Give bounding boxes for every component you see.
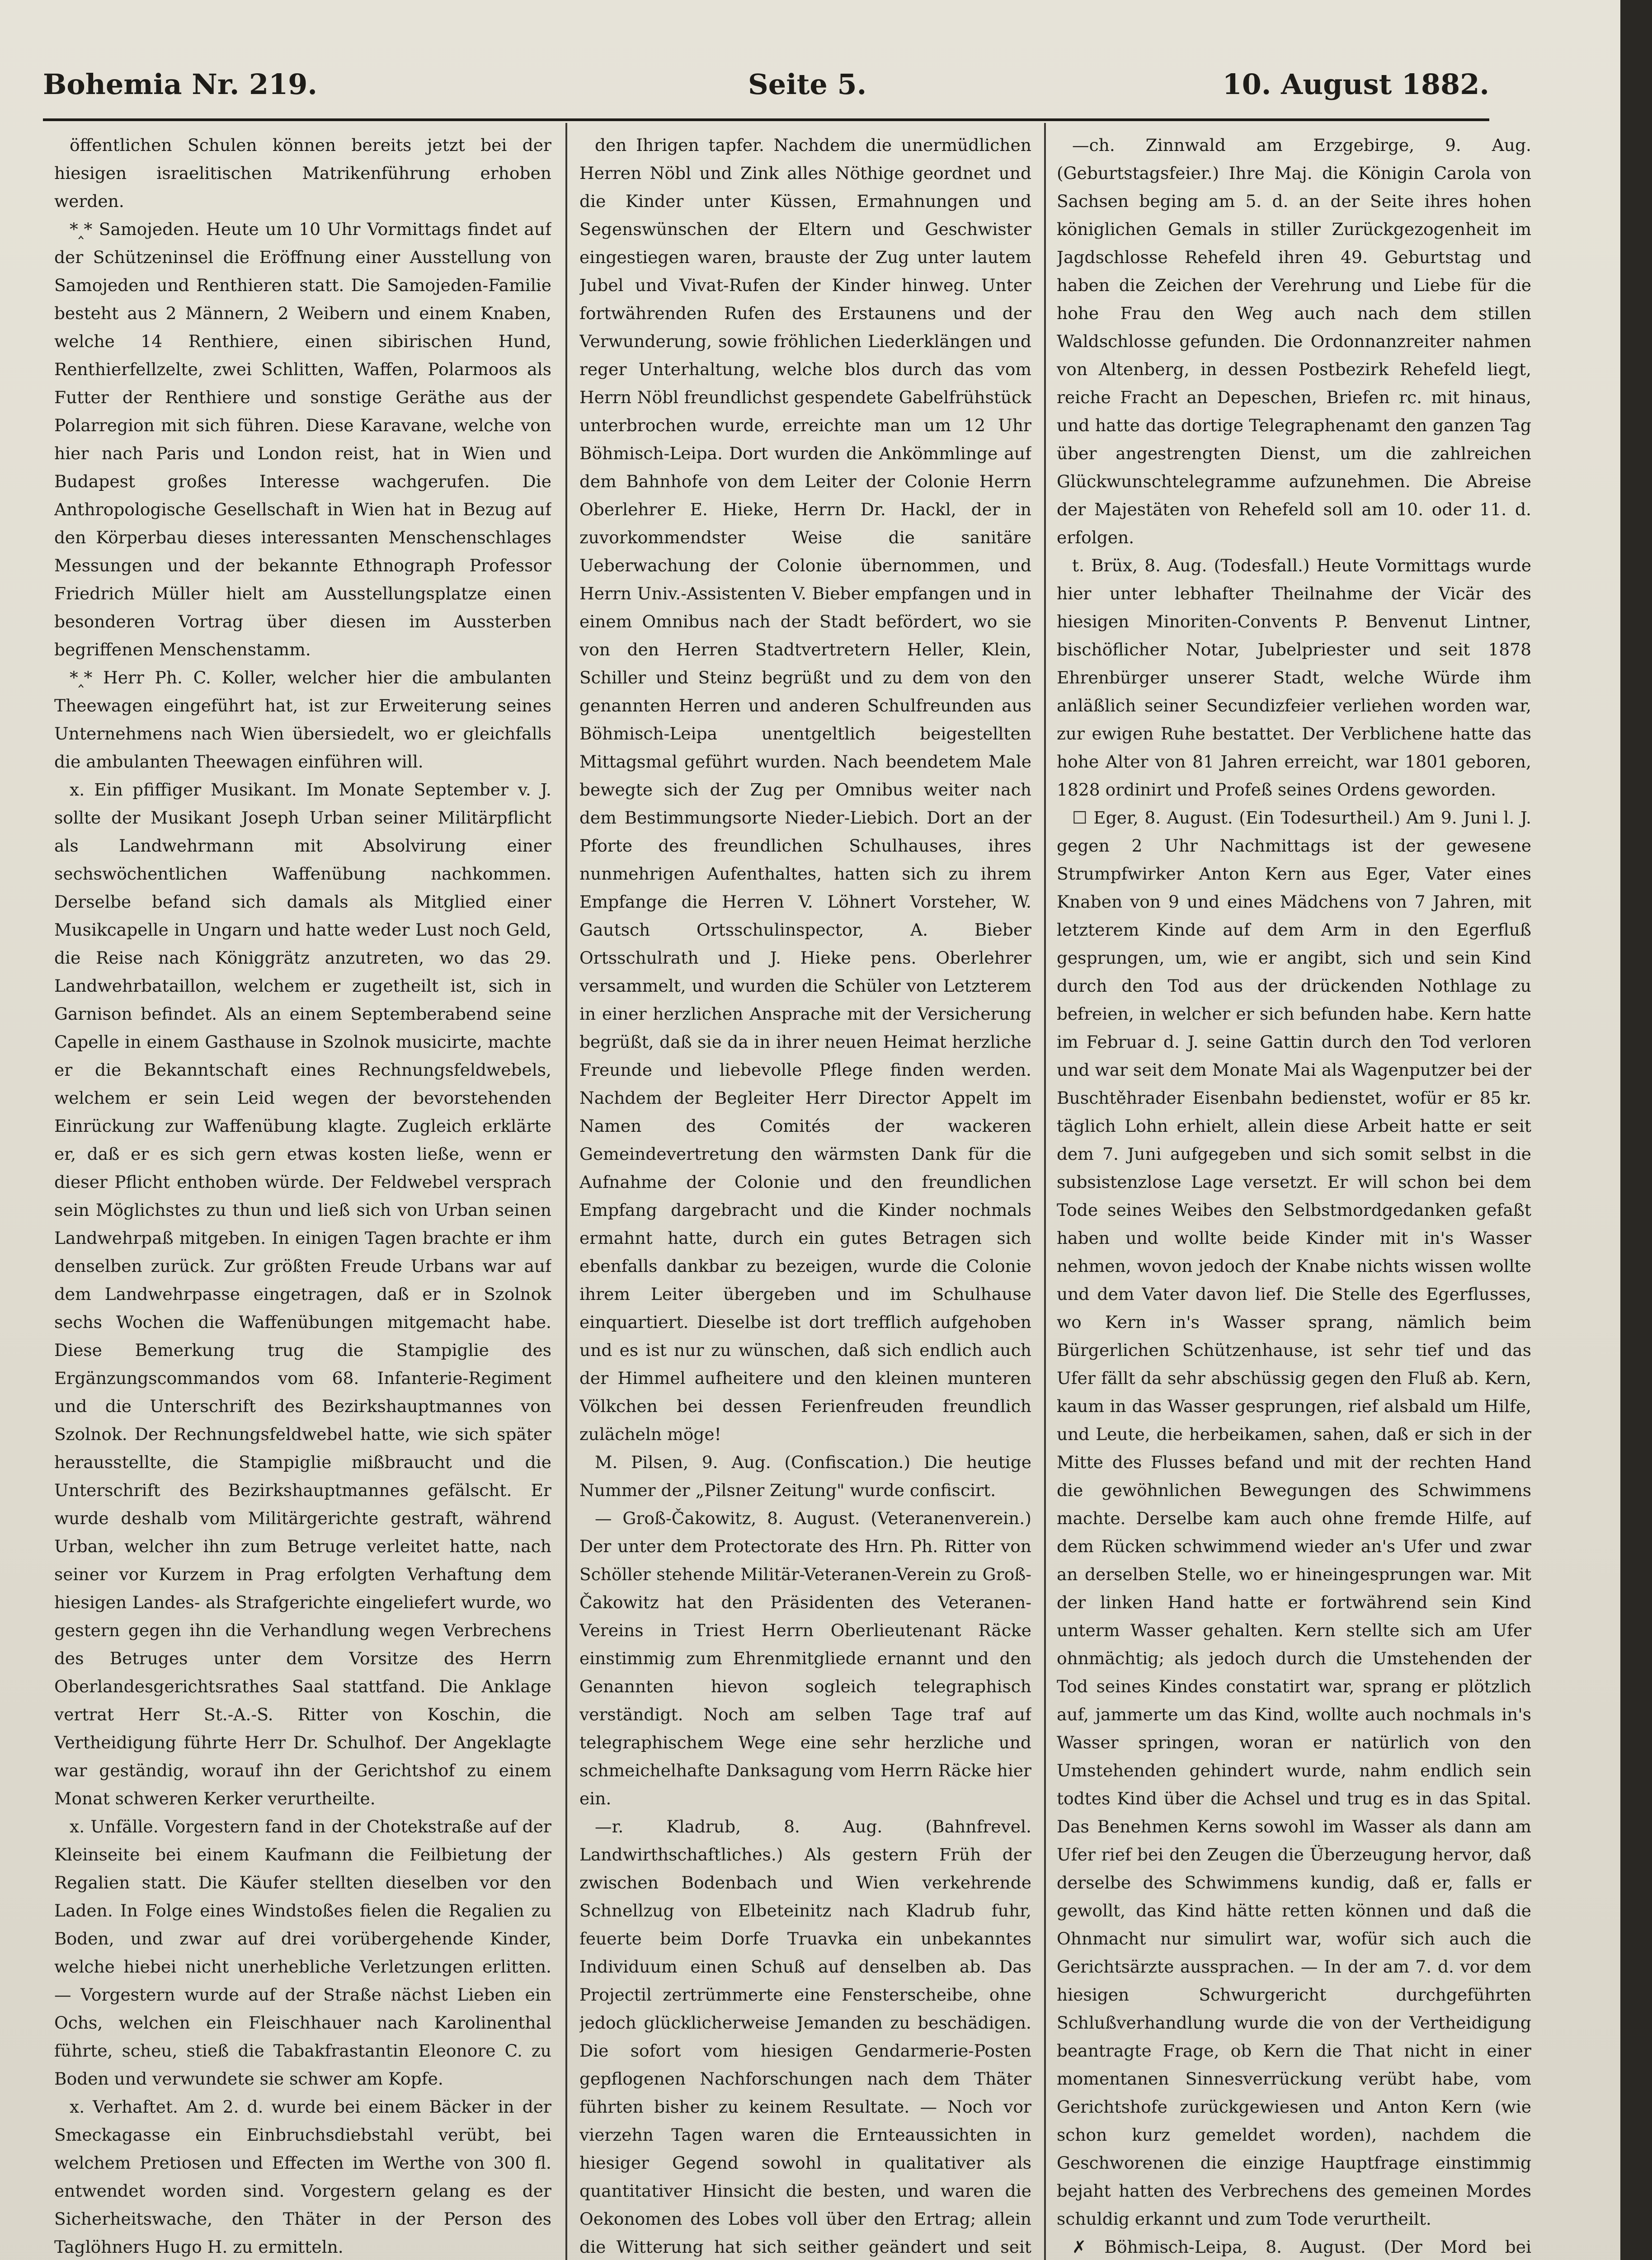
article-kladrub: —r. Kladrub, 8. Aug. (Bahnfrevel. Landwirthschaftliches.) Als gestern Früh der zwischen Bodenbach und Wien verkehrende Schnellzug von Elbeteinitz nach Kladrub fuhr, feuerte beim Dorfe Truavka ein unbekanntes Individuum einen Schuß auf denselben ab. Das Projectil zertrümmerte eine Fensterscheibe, ohne jedoch glücklicherweise Jemanden zu beschädigen. Die sofort vom hiesigen Gendarmerie-Posten gepflogenen Nachforschungen nach dem Thäter führten bisher zu keinem Resultate. — Noch vor vierzehn Tagen waren die Ernteaussichten in hiesiger Gegend sowohl in qualitativer als quantitativer Hinsicht die besten, und waren die Oekonomen des Lobes voll über den Ertrag; allein die Witterung hat sich seither geändert und seit (579, 1817, 1031, 2257)
article-unfaelle: x. Unfälle. Vorgestern fand in der Chotekstraße auf der Kleinseite bei einem Kaufmann die Feilbietung der Regalien statt. Die Käufer stellten dieselben vor den Laden. In Folge eines Windstoßes fielen die Regalien zu Boden, und zwar auf drei vorübergehende Kinder, welche hiebei nicht unerhebliche Verletzungen erlitten. — Vorgestern wurde auf der Straße nächst Lieben ein Ochs, welchen ein Fleischhauer nach Karolinenthal führte, scheu, stieß die Tabakfrastantin Eleonore C. zu Boden und verwundete sie schwer am Kopfe. (54, 1817, 551, 2089)
column-2 (579, 131, 1031, 2260)
column-3 (1057, 131, 1531, 2260)
article-gross-cakowitz: — Groß-Čakowitz, 8. August. (Veteranenverein.) Der unter dem Protectorate des Hrn. Ph. Ritter von Schöller stehende Militär-Veteranen-Verein zu Groß-Čakowitz hat den Präsidenten des Veteranen-Vereins in Triest Herrn Oberlieutenant Räcke einstimmig zum Ehrenmitgliede ernannt und den Genannten hievon sogleich telegraphisch verständigt. Noch am selben Tage traf auf telegraphischem Wege eine sehr herzliche und schmeichelhafte Danksagung vom Herrn Räcke hier ein. (579, 1508, 1031, 1808)
page-header (43, 68, 1489, 113)
article-verhaftet: x. Verhaftet. Am 2. d. wurde bei einem Bäcker in der Smeckagasse ein Einbruchsdiebstahl verübt, bei welchem Pretiosen und Effecten im Werthe von 300 fl. entwendet worden sind. Vorgestern gelang es der Sicherheitswache, den Thäter in der Person des Taglöhners Hugo H. zu ermitteln. (54, 2097, 551, 2257)
article-eger: ☐ Eger, 8. August. (Ein Todesurtheil.) Am 9. Juni l. J. gegen 2 Uhr Nachmittags ist der gewesene Strumpfwirker Anton Kern aus Eger, Vater eines Knaben von 9 und eines Mädchens von 7 Jahren, mit letzterem Kinde auf dem Arm in den Egerfluß gesprungen, um, wie er angibt, sich und sein Kind durch den Tod aus der drückenden Nothlage zu befreien, in welcher er sich befunden habe. Kern hatte im Februar d. J. seine Gattin durch den Tod verloren und war seit dem Monate Mai als Wagenputzer bei der Buschtěhrader Eisenbahn bedienstet, wofür er 85 kr. täglich Lohn erhielt, allein diese Arbeit hatte er seit dem 7. Juni aufgegeben und sich somit selbst in die subsistenzlose Lage versetzt. Er will schon bei dem Tode seines Weibes den Selbstmordgedanken gefaßt haben und wollte beide Kinder mit in's Wasser nehmen, wovon jedoch der Knabe nichts wissen wollte und dem Vater davon lief. Die Stelle des Egerflusses, wo Kern in's Wasser sprang, nämlich beim Bürgerlichen Schützenhause, ist sehr tief und das Ufer fällt da sehr abschüssig gegen den Fluß ab. Kern, kaum in das Wasser gesprungen, rief alsbald um Hilfe, und Leute, die herbeikamen, sahen, daß er sich in der Mitte des Flusses befand und mit der rechten Hand die gewöhnlichen Bewegungen des Schwimmens machte. Derselbe kam auch ohne fremde Hilfe, auf dem Rücken schwimmend wieder an's Ufer und zwar an derselben Stelle, wo er hineingesprungen war. Mit der linken Hand hatte er fortwährend sein Kind unterm Wasser gehalten. Kern stellte sich am Ufer ohnmächtig; als jedoch durch die Umstehenden der Tod seines Kindes constatirt war, sprang er plötzlich auf, jammerte um das Kind, wollte auch nochmals in's Wasser springen, woran er natürlich von den Umstehenden gehindert wurde, nahm endlich sein todtes Kind über die Achsel und trug es in das Spital. Das Benehmen Kerns sowohl im Wasser als dann am Ufer rief bei den Zeugen die Überzeugung hervor, daß derselbe des Schwimmens kundig, daß er, falls er gewollt, das Kind hätte retten können und daß die Ohnmacht nur simulirt war, wofür sich auch die Gerichtsärzte aussprachen. — In der am 7. d. vor dem hiesigen Schwurgericht durchgeführten Schlußverhandlung wurde die von der Vertheidigung beantragte Frage, ob Kern die That nicht in einer momentanen Sinnesverrückung verübt habe, vom Gerichtshofe zurückgewiesen und Anton Kern (wie schon kurz gemeldet worden), nachdem die Geschworenen die einzige Hauptfrage einstimmig bejaht hatten des Verbrechens des gemeinen Mordes schuldig erkannt und zum Tode verurtheilt. (1057, 808, 1531, 2229)
article-ferialcolonie-cont: den Ihrigen tapfer. Nachdem die unermüdlichen Herren Nöbl und Zink alles Nöthige geordnet und die Kinder unter Küssen, Ermahnungen und Segenswünschen der Eltern und Geschwister eingestiegen waren, brauste der Zug unter lautem Jubel und Vivat-Rufen der Kinder hinweg. Unter fortwährenden Rufen des Erstaunens und der Verwunderung, sowie fröhlichen Liederklängen und reger Unterhaltung, welche blos durch das vom Herrn Nöbl freundlichst gespendete Gabelfrühstück unterbrochen wurde, erreichte man um 12 Uhr Böhmisch-Leipa. Dort wurden die Ankömmlinge auf dem Bahnhofe von dem Leiter der Colonie Herrn Oberlehrer E. Hieke, Herrn Dr. Hackl, der in zuvorkommendster Weise die sanitäre Ueberwachung der Colonie übernommen, und Herrn Univ.-Assistenten V. Bieber empfangen und in einem Omnibus nach der Stadt befördert, wo sie von den Herren Stadtvertretern Heller, Klein, Schiller und Steinz begrüßt und zu dem von den genannten Herren und anderen Schulfreunden aus Böhmisch-Leipa unentgeltlich beigestellten Mittagsmal geführt wurden. Nach beendetem Male bewegte sich der Zug per Omnibus weiter nach dem Bestimmungsorte Nieder-Liebich. Dort an der Pforte des freundlichen Schulhauses, ihres nunmehrigen Aufenthaltes, hatten sich zu ihrem Empfange die Herren V. Löhnert Vorsteher, W. Gautsch Ortsschulinspector, A. Bieber Ortsschulrath und J. Hieke pens. Oberlehrer versammelt, und wurden die Schüler von Letzterem in einer herzlichen Ansprache mit der Versicherung begrüßt, daß sie da in ihrer neuen Heimat herzliche Freunde und liebevolle Pflege finden werden. Nachdem der Begleiter Herr Director Appelt im Namen des Comités der wackeren Gemeindevertretung den wärmsten Dank für die Aufnahme der Colonie und den freundlichen Empfang dargebracht und die Kinder nochmals ermahnt hatte, durch ein gutes Betragen sich ebenfalls dankbar zu bezeigen, wurde die Colonie ihrem Leiter übergeben und im Schulhause einquartiert. Dieselbe ist dort trefflich aufgehoben und es ist nur zu wünschen, daß sich endlich auch der Himmel aufheitere und den kleinen munteren Völkchen bei dessen Ferienfreuden freundlich zulächeln möge! (579, 135, 1031, 1444)
column-divider-2 (1044, 123, 1046, 2260)
article-boehmisch-leipa: ✗ Böhmisch-Leipa, 8. August. (Der Mord bei (1072, 2237, 1531, 2257)
article-zinnwald: —ch. Zinnwald am Erzgebirge, 9. Aug. (Geburtstagsfeier.) Ihre Maj. die Königin Carola von Sachsen beging am 5. d. an der Seite ihres hohen königlichen Gemals in stiller Zurückgezogenheit im Jagdschlosse Rehefeld ihren 49. Geburtstag und haben die Zeichen der Verehrung und Liebe für die hohe Frau den Weg auch nach dem stillen Waldschlosse gefunden. Die Ordonnanzreiter nahmen von Altenberg, in dessen Postbezirk Rehefeld liegt, reiche Fracht an Depeschen, Briefen rc. mit hinaus, und hatte das dortige Telegraphenamt den ganzen Tag über angestrengten Dienst, um die zahlreichen Glückwunschtelegramme aufzunehmen. Die Abreise der Majestäten von Rehefeld soll am 10. oder 11. d. erfolgen. (1057, 135, 1531, 547)
article-brux: t. Brüx, 8. Aug. (Todesfall.) Heute Vormittags wurde hier unter lebhafter Theilnahme der Vicär des hiesigen Minoriten-Convents P. Benvenut Lintner, bischöflicher Notar, Jubelpriester und seit 1878 Ehrenbürger unserer Stadt, welche Würde ihm anläßlich seiner Secundizfeier verliehen worden war, zur ewigen Ruhe bestattet. Der Verblichene hatte das hohe Alter von 81 Jahren erreicht, war 1801 geboren, 1828 ordinirt und Profeß seines Ordens geworden. (1057, 556, 1531, 800)
article-paragraph: öffentlichen Schulen können bereits jetzt bei der hiesigen israelitischen Matrikenführung erhoben werden. (54, 135, 551, 211)
header-date: 10. August 1882. (1222, 68, 1489, 101)
article-musikant: x. Ein pfiffiger Musikant. Im Monate September v. J. sollte der Musikant Joseph Urban seiner Militärpflicht als Landwehrmann mit Absolvirung einer sechswöchentlichen Waffenübung nachkommen. Derselbe befand sich damals als Mitglied einer Musikcapelle in Ungarn und hatte weder Lust noch Geld, die Reise nach Königgrätz anzutreten, wo das 29. Landwehrbataillon, welchem er zugetheilt ist, sich in Garnison befindet. Als an einem Septemberabend seine Capelle in einem Gasthause in Szolnok musicirte, machte er die Bekanntschaft eines Rechnungsfeldwebels, welchem er sein Leid wegen der bevorstehenden Einrückung zur Waffenübung klagte. Zugleich erklärte er, daß er es sich gern etwas kosten ließe, wenn er dieser Pflicht enthoben würde. Der Feldwebel versprach sein Möglichstes zu thun und ließ sich von Urban seinen Landwehrpaß mitgeben. In einigen Tagen brachte er ihm denselben zurück. Zur größten Freude Urbans war auf dem Landwehrpasse eingetragen, daß er in Szolnok sechs Wochen die Waffenübungen mitgemacht habe. Diese Bemerkung trug die Stampiglie des Ergänzungscommandos vom 68. Infanterie-Regiment und die Unterschrift des Bezirkshauptmannes von Szolnok. Der Rechnungsfeldwebel hatte, wie sich später herausstellte, die Stampiglie mißbraucht und die Unterschrift des Bezirkshauptmannes gefälscht. Er wurde deshalb vom Militärgerichte gestraft, während Urban, welcher ihn zum Betruge verleitet hatte, nach seiner vor Kurzem in Prag erfolgten Verhaftung dem hiesigen Landes- als Strafgerichte eingeliefert wurde, wo gestern gegen ihn die Verhandlung wegen Verbrechens des Betruges unter dem Vorsitze des Herrn Oberlandesgerichtsrathes Saal stattfand. Die Anklage vertrat Herr St.-A.-S. Ritter von Koschin, die Vertheidigung führte Herr Dr. Schulhof. Der Angeklagte war geständig, worauf ihn der Gerichtshof zu einem Monat schweren Kerker verurtheilte. (54, 780, 551, 1808)
column-divider-1 (565, 123, 567, 2260)
header-page-number: Seite 5. (748, 68, 867, 101)
article-samojeden: *‸* Samojeden. Heute um 10 Uhr Vormittags findet auf der Schützeninsel die Eröffnung einer Ausstellung von Samojeden und Renthieren statt. Die Samojeden-Familie besteht aus 2 Männern, 2 Weibern und einem Knaben, welche 14 Renthiere, einen sibirischen Hund, Renthierfellzelte, zwei Schlitten, Waffen, Polarmoos als Futter der Renthiere und sonstige Geräthe aus der Polarregion mit sich führen. Diese Karavane, welche von hier nach Paris und London reist, hat in Wien und Budapest großes Interesse wachgerufen. Die Anthropologische Gesellschaft in Wien hat in Bezug auf den Körperbau dieses interessanten Menschenschlages Messungen und der bekannte Ethnograph Professor Friedrich Müller hielt am Ausstellungsplatze einen besonderen Vortrag über diesen im Aussterben begriffenen Menschenstamm. (54, 219, 551, 659)
header-rule (43, 118, 1489, 121)
article-koller: *‸* Herr Ph. C. Koller, welcher hier die ambulanten Theewagen eingeführt hat, ist zur Erweiterung seines Unternehmens nach Wien übersiedelt, wo er gleichfalls die ambulanten Theewagen einführen will. (54, 668, 551, 772)
column-1 (54, 131, 551, 2260)
article-pilsen: M. Pilsen, 9. Aug. (Confiscation.) Die heutige Nummer der „Pilsner Zeitung" wurde confiscirt. (579, 1452, 1031, 1500)
scan-dark-edge (1620, 0, 1652, 2260)
header-title: Bohemia Nr. 219. (43, 68, 318, 101)
